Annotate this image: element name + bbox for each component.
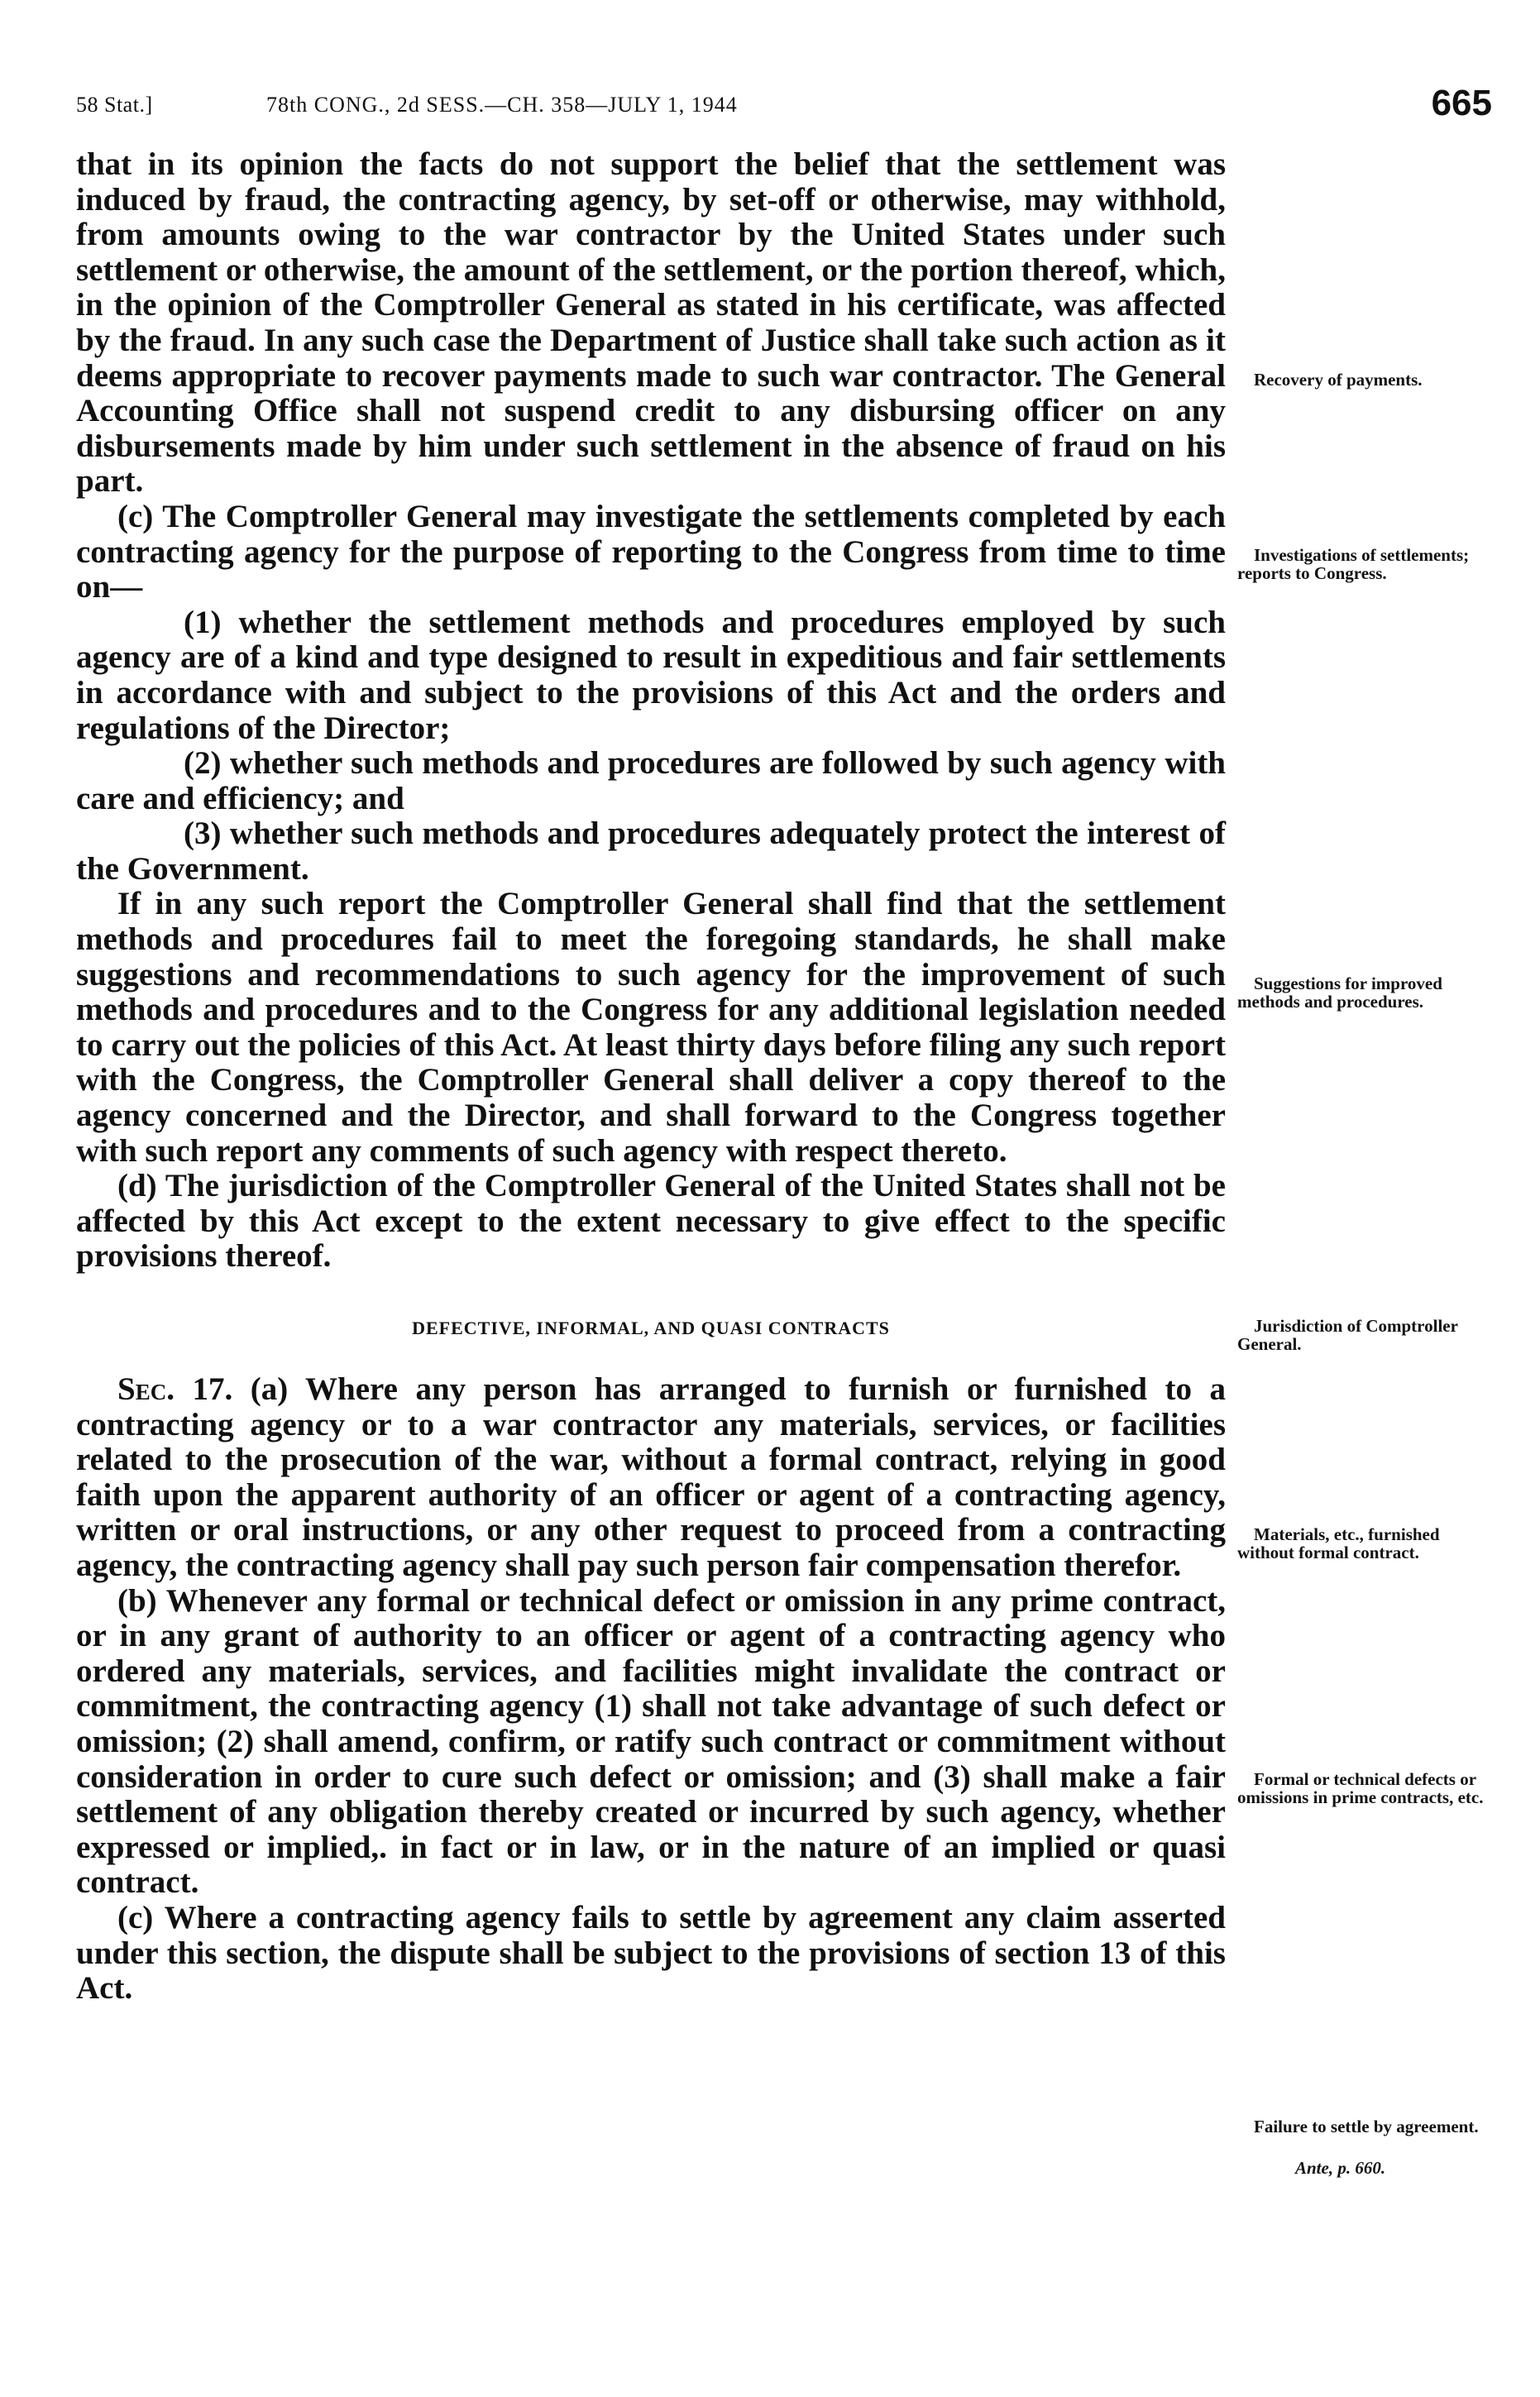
paragraph-sec17-b: (b) Whenever any formal or technical defect or omission in any prime contract, or in any grant of authority to an officer or agent of a contracting agency who ordered any materials, services, and facilities might invalidate the contract or commitment, the contracting agency (1) shall not take advantage of such defect or omission; (2) shall amend, confirm, or ratify such contract or commitment without consideration in order to cure such defect or omission; and (3) shall make a fair settlement of any obligation thereby created or incurred by such agency, whether expressed or implied,. in fact or in law, or in the nature of an implied or quasi contract. xyxy=(76,1582,1226,1901)
session-citation: 78th CONG., 2d SESS.—CH. 358—JULY 1, 1944 xyxy=(266,93,738,117)
margin-note-jurisdiction: Jurisdiction of Comptroller General. xyxy=(1237,1316,1458,1354)
list-item-2: (2) whether such methods and procedures are followed by such agency with care and efficiency; and xyxy=(76,745,1226,816)
list-item-1: (1) whether the settlement methods and procedures employed by such agency are of a kind and type designed to result in expeditious and fair settlements in accordance with and subject to the provisions of this Act and the orders and regulations of the Director; xyxy=(76,604,1226,746)
margin-note-materials: Materials, etc., furnished without formal contract. xyxy=(1237,1524,1440,1562)
section-heading: DEFECTIVE, INFORMAL, AND QUASI CONTRACTS xyxy=(412,1318,890,1338)
paragraph-sec17-c: (c) Where a contracting agency fails to settle by agreement any claim asserted under this section, the dispute shall be subject to the provisions of section 13 of this Act. xyxy=(76,1899,1226,2007)
running-header xyxy=(76,83,1499,132)
margin-note-suggestions: Suggestions for improved methods and procedures. xyxy=(1237,974,1442,1012)
list-item-3: (3) whether such methods and procedures adequately protect the interest of the Government. xyxy=(76,816,1226,887)
section-label: Sec. 17. xyxy=(117,1371,233,1407)
margin-note-investigations: Investigations of settlements; reports to Congress. xyxy=(1237,545,1470,583)
margin-note-ante-reference: Ante, p. 660. xyxy=(1295,2158,1386,2178)
margin-note-recovery: Recovery of payments. xyxy=(1254,370,1423,390)
paragraph-c-investigation: (c) The Comptroller General may investigate the settlements completed by each contracting agency for the purpose of reporting to the Congress from time to time on— xyxy=(76,498,1226,605)
sec17-a-text: (a) Where any person has arranged to furnish or furnished to a contracting agency or to a war contractor any materials, services, or facilities related to the prosecution of the war, without a formal contract, relying in good faith upon the apparent authority of an officer or agent of a contracting agency, written or oral instructions, or any other request to proceed from a contracting agency, the contracting agency shall pay such person fair compensation therefor. xyxy=(76,1371,1227,1583)
page-number: 665 xyxy=(1431,83,1492,123)
margin-note-failure: Failure to settle by agreement. xyxy=(1254,2117,1479,2136)
paragraph-continuation: that in its opinion the facts do not support the belief that the settlement was induced by fraud, the contracting agency, by set-off or otherwise, may withhold, from amounts owing to the war contractor by the United States under such settlement or otherwise, the amount of the settlement, or the portion thereof, which, in the opinion of the Comptroller General as stated in his certificate, was affected by the fraud. In any such case the Department of Justice shall take such action as it deems appropriate to recover payments made to such war contractor. The General Accounting Office shall not suspend credit to any disbursing officer on any disbursements made by him under such settlement in the absence of fraud on his part. xyxy=(76,146,1226,500)
paragraph-report-findings: If in any such report the Comptroller General shall find that the settlement methods and procedures fail to meet the foregoing standards, he shall make suggestions and recommendations to such agency for the improvement of such methods and procedures and to the Congress for any additional legislation needed to carry out the policies of this Act. At least thirty days before filing any such report with the Congress, the Comptroller General shall deliver a copy thereof to the agency concerned and the Director, and shall forward to the Congress together with such report any comments of such agency with respect thereto. xyxy=(76,886,1226,1169)
paragraph-sec17-a xyxy=(76,1372,1226,1584)
margin-note-formal-defects: Formal or technical defects or omissions in prime contracts, etc. xyxy=(1237,1769,1484,1807)
paragraph-d-jurisdiction: (d) The jurisdiction of the Comptroller General of the United States shall not be affected by this Act except to the extent necessary to give effect to the specific provisions thereof. xyxy=(76,1168,1226,1275)
volume-citation: 58 Stat.] xyxy=(76,93,153,117)
main-text xyxy=(76,147,1226,2007)
